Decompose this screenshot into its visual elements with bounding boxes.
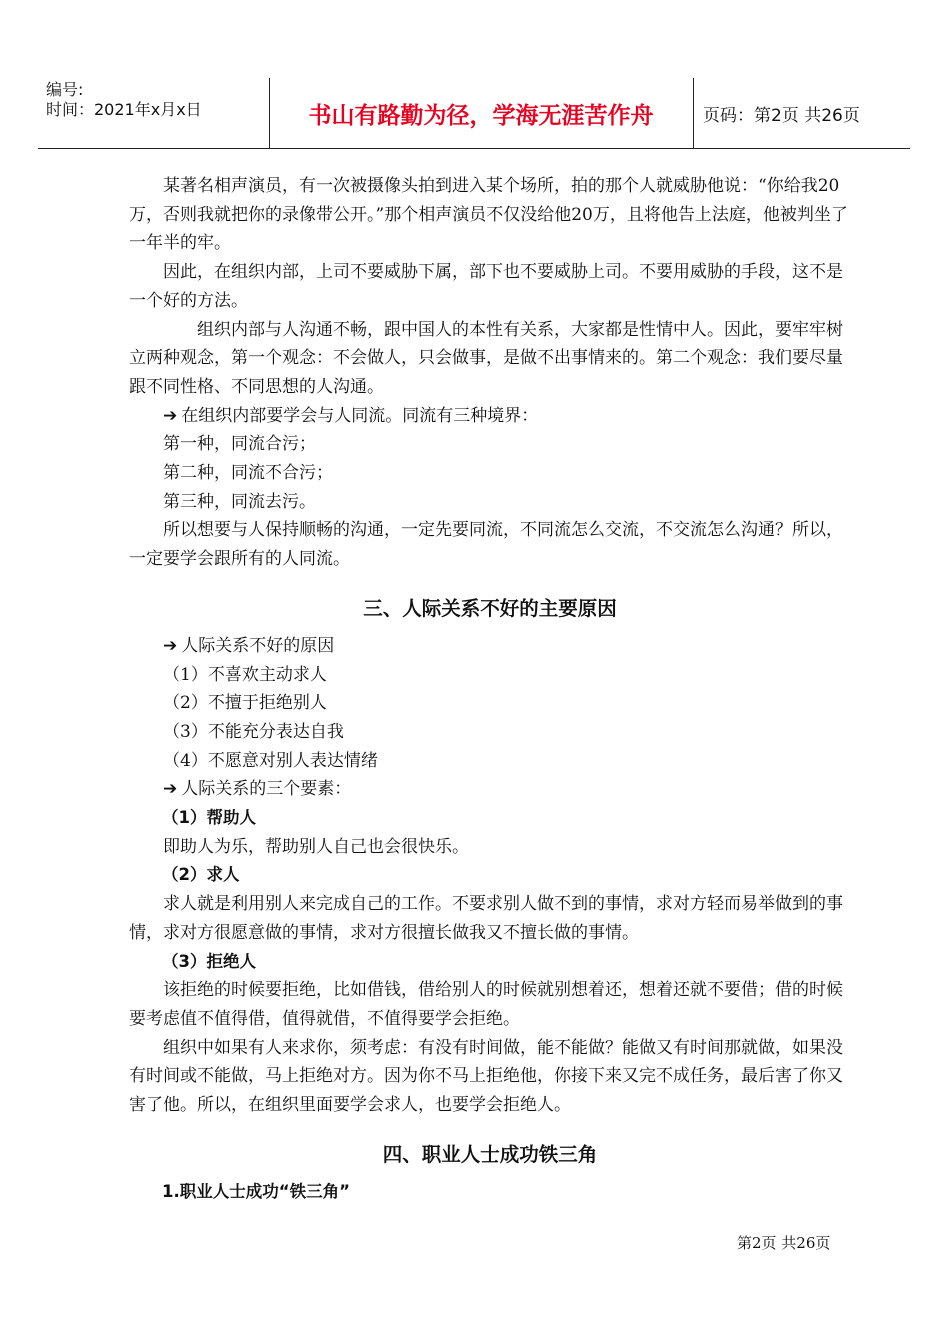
bullet-text: 在组织内部要学会与人同流。同流有三种境界：: [181, 405, 539, 426]
arrow-right-icon: ➔: [163, 405, 178, 426]
serial-label: 编号:: [46, 80, 84, 99]
arrow-right-icon: ➔: [163, 635, 178, 656]
paragraph: 即助人为乐，帮助别人自己也会很快乐。: [163, 836, 469, 857]
paragraph: 该拒绝的时候要拒绝，比如借钱，借给别人的时候就别想着还，想着还就不要借；借的时候要考虑值不值得借，值得就借，不值得要学会拒绝。: [129, 980, 843, 1029]
section-heading: 三、人际关系不好的主要原因: [363, 596, 617, 620]
paragraph: 组织内部与人沟通不畅，跟中国人的本性有关系，大家都是性情中人。因此，要牢牢树立两种观念，第一个观念：不会做人，只会做事，是做不出事情来的。第二个观念：我们要尽量跟不同性格、不同思想的人沟通。: [129, 319, 843, 397]
element-title: （2）求人: [162, 865, 240, 885]
page-footer: 第2页 共26页: [737, 1234, 831, 1252]
bullet-item: [129, 775, 851, 804]
header-divider-right: [693, 78, 694, 148]
list-item: （4）不愿意对别人表达情绪: [163, 750, 378, 771]
list-item: （1）不喜欢主动求人: [163, 664, 327, 685]
paragraph: 组织中如果有人来求你，须考虑：有没有时间做，能不能做？能做又有时间那就做，如果没有时间或不能做，马上拒绝对方。因为你不马上拒绝他，你接下来又完不成任务，最后害了你又害了他。所以，在组织里面要学会求人，也要学会拒绝人。: [129, 1037, 843, 1116]
subsection-heading: 1.职业人士成功“铁三角”: [162, 1181, 350, 1201]
element-title: （3）拒绝人: [162, 951, 256, 971]
list-item: 第二种，同流不合污；: [163, 463, 333, 484]
header-motto: 书山有路勤为径，学海无涯苦作舟: [308, 102, 654, 129]
paragraph: 因此，在组织内部，上司不要威胁下属，部下也不要威胁上司。不要用威胁的手段，这不是一个好的方法。: [129, 262, 843, 311]
list-item: （3）不能充分表达自我: [163, 721, 344, 742]
list-item: 第一种，同流合污；: [163, 434, 316, 455]
element-title: （1）帮助人: [162, 808, 256, 828]
time-label: 时间：2021年x月x日: [46, 100, 202, 119]
paragraph: 所以想要与人保持顺畅的沟通，一定先要同流，不同流怎么交流，不交流怎么沟通？所以，一定要学会跟所有的人同流。: [129, 520, 843, 570]
bullet-text: 人际关系不好的原因: [181, 635, 335, 656]
header-meta: [46, 80, 274, 120]
bullet-item: [129, 402, 851, 431]
arrow-right-icon: ➔: [163, 779, 178, 800]
list-item: 第三种，同流去污。: [163, 491, 316, 512]
bullet-text: 人际关系的三个要素：: [181, 779, 352, 800]
list-item: （2）不擅于拒绝别人: [163, 693, 327, 714]
bullet-item: [129, 632, 851, 661]
document-body: [129, 172, 851, 1207]
section-heading: 四、职业人士成功铁三角: [382, 1142, 598, 1166]
paragraph: 求人就是利用别人来完成自己的工作。不要求别人做不到的事情，求对方轻而易举做到的事情，求对方很愿意做的事情，求对方很擅长做我又不擅长做的事情。: [129, 894, 843, 943]
page-header: [38, 78, 910, 149]
paragraph: 某著名相声演员，有一次被摄像头拍到进入某个场所，拍的那个人就威胁他说：“你给我20万，否则我就把你的录像带公开。”那个相声演员不仅没给他20万，且将他告上法庭，他被判坐了一年半的牢。: [129, 176, 848, 254]
header-page-label: 页码：第2页 共26页: [703, 105, 860, 126]
